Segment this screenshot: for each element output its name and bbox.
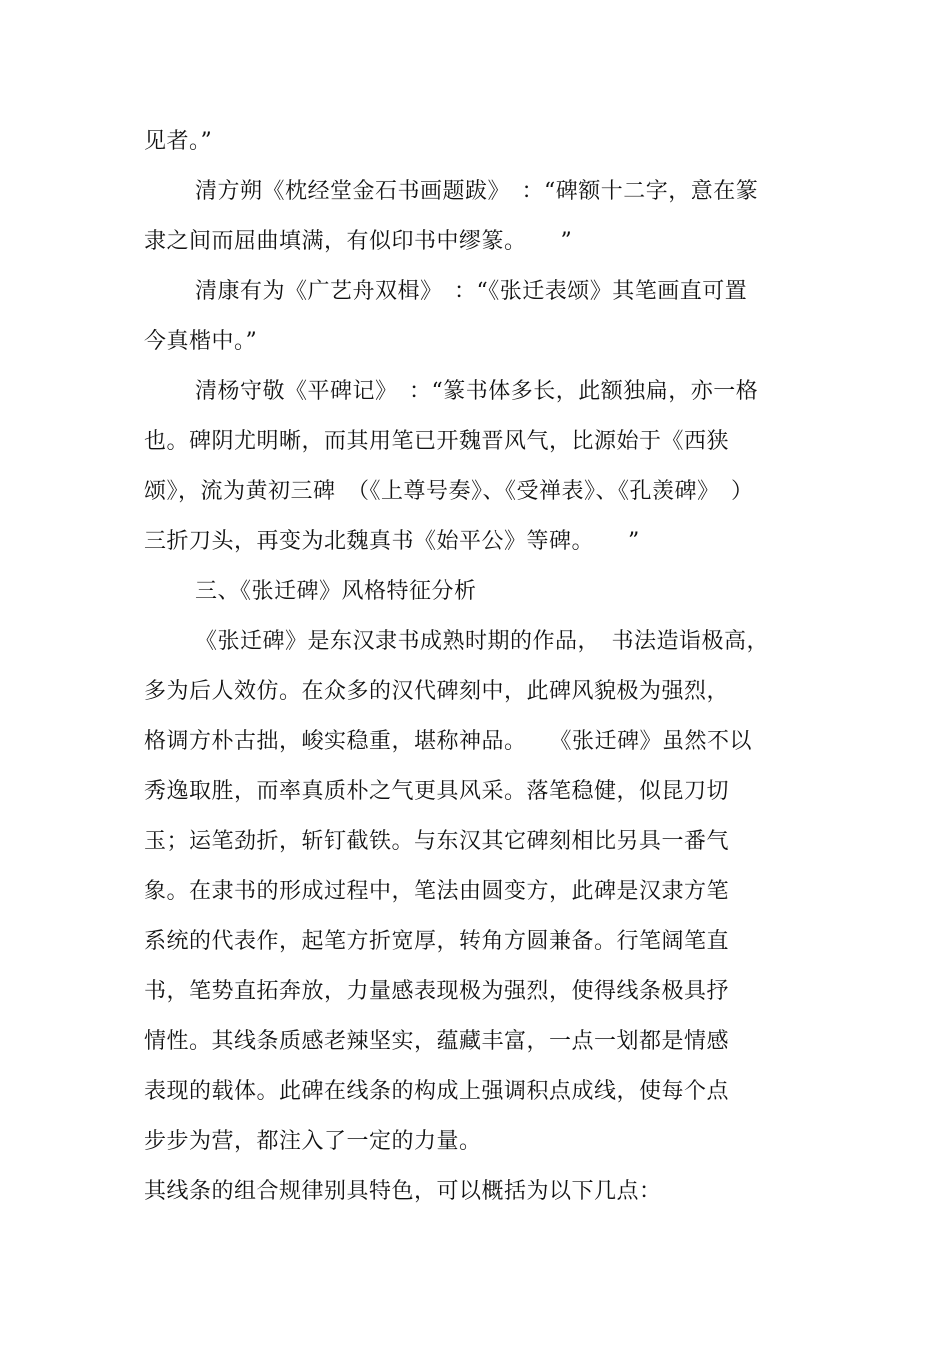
text-line: 三折刀头，再变为北魏真书《始平公》等碑。 ” bbox=[144, 529, 640, 554]
text-line: 秀逸取胜，而率真质朴之气更具风采。落笔稳健，似昆刀切 bbox=[144, 779, 730, 804]
text-line: 其线条的组合规律别具特色，可以概括为以下几点： bbox=[144, 1179, 662, 1204]
section-heading: 三、《张迁碑》风格特征分析 bbox=[195, 579, 477, 604]
text-line: 书，笔势直拓奔放，力量感表现极为强烈，使得线条极具抒 bbox=[144, 979, 730, 1004]
text-line: 今真楷中。” bbox=[144, 329, 258, 354]
text-line: 《张迁碑》是东汉隶书成熟时期的作品， 书法造诣极高， bbox=[195, 629, 770, 654]
text-line: 清杨守敬《平碑记》 ：“篆书体多长，此额独扁，亦一格 bbox=[195, 379, 759, 404]
text-line: 颂》，流为黄初三碑 （《上尊号奏》、《受禅表》、《孔羡碑》 ） bbox=[144, 479, 754, 504]
text-line: 多为后人效仿。在众多的汉代碑刻中，此碑风貌极为强烈， bbox=[144, 679, 730, 704]
text-line: 玉；运笔劲折，斩钉截铁。与东汉其它碑刻相比另具一番气 bbox=[144, 829, 730, 854]
text-line: 象。在隶书的形成过程中，笔法由圆变方，此碑是汉隶方笔 bbox=[144, 879, 730, 904]
text-line: 表现的载体。此碑在线条的构成上强调积点成线，使每个点 bbox=[144, 1079, 730, 1104]
text-line: 清方朔《枕经堂金石书画题跋》 ：“碑额十二字，意在篆 bbox=[195, 179, 759, 204]
text-line: 隶之间而屈曲填满，有似印书中缪篆。 ” bbox=[144, 229, 573, 254]
text-line: 系统的代表作，起笔方折宽厚，转角方圆兼备。行笔阔笔直 bbox=[144, 929, 730, 954]
text-line: 情性。其线条质感老辣坚实，蕴藏丰富，一点一划都是情感 bbox=[144, 1029, 730, 1054]
text-line: 见者。” bbox=[144, 129, 213, 154]
text-line: 清康有为《广艺舟双楫》 ：“《张迁表颂》其笔画直可置 bbox=[195, 279, 748, 304]
text-line: 格调方朴古拙，峻实稳重，堪称神品。 《张迁碑》虽然不以 bbox=[144, 729, 753, 754]
text-line: 也。碑阴尤明晰，而其用笔已开魏晋风气，比源始于《西狭 bbox=[144, 429, 730, 454]
text-line: 步步为营，都注入了一定的力量。 bbox=[144, 1129, 482, 1154]
